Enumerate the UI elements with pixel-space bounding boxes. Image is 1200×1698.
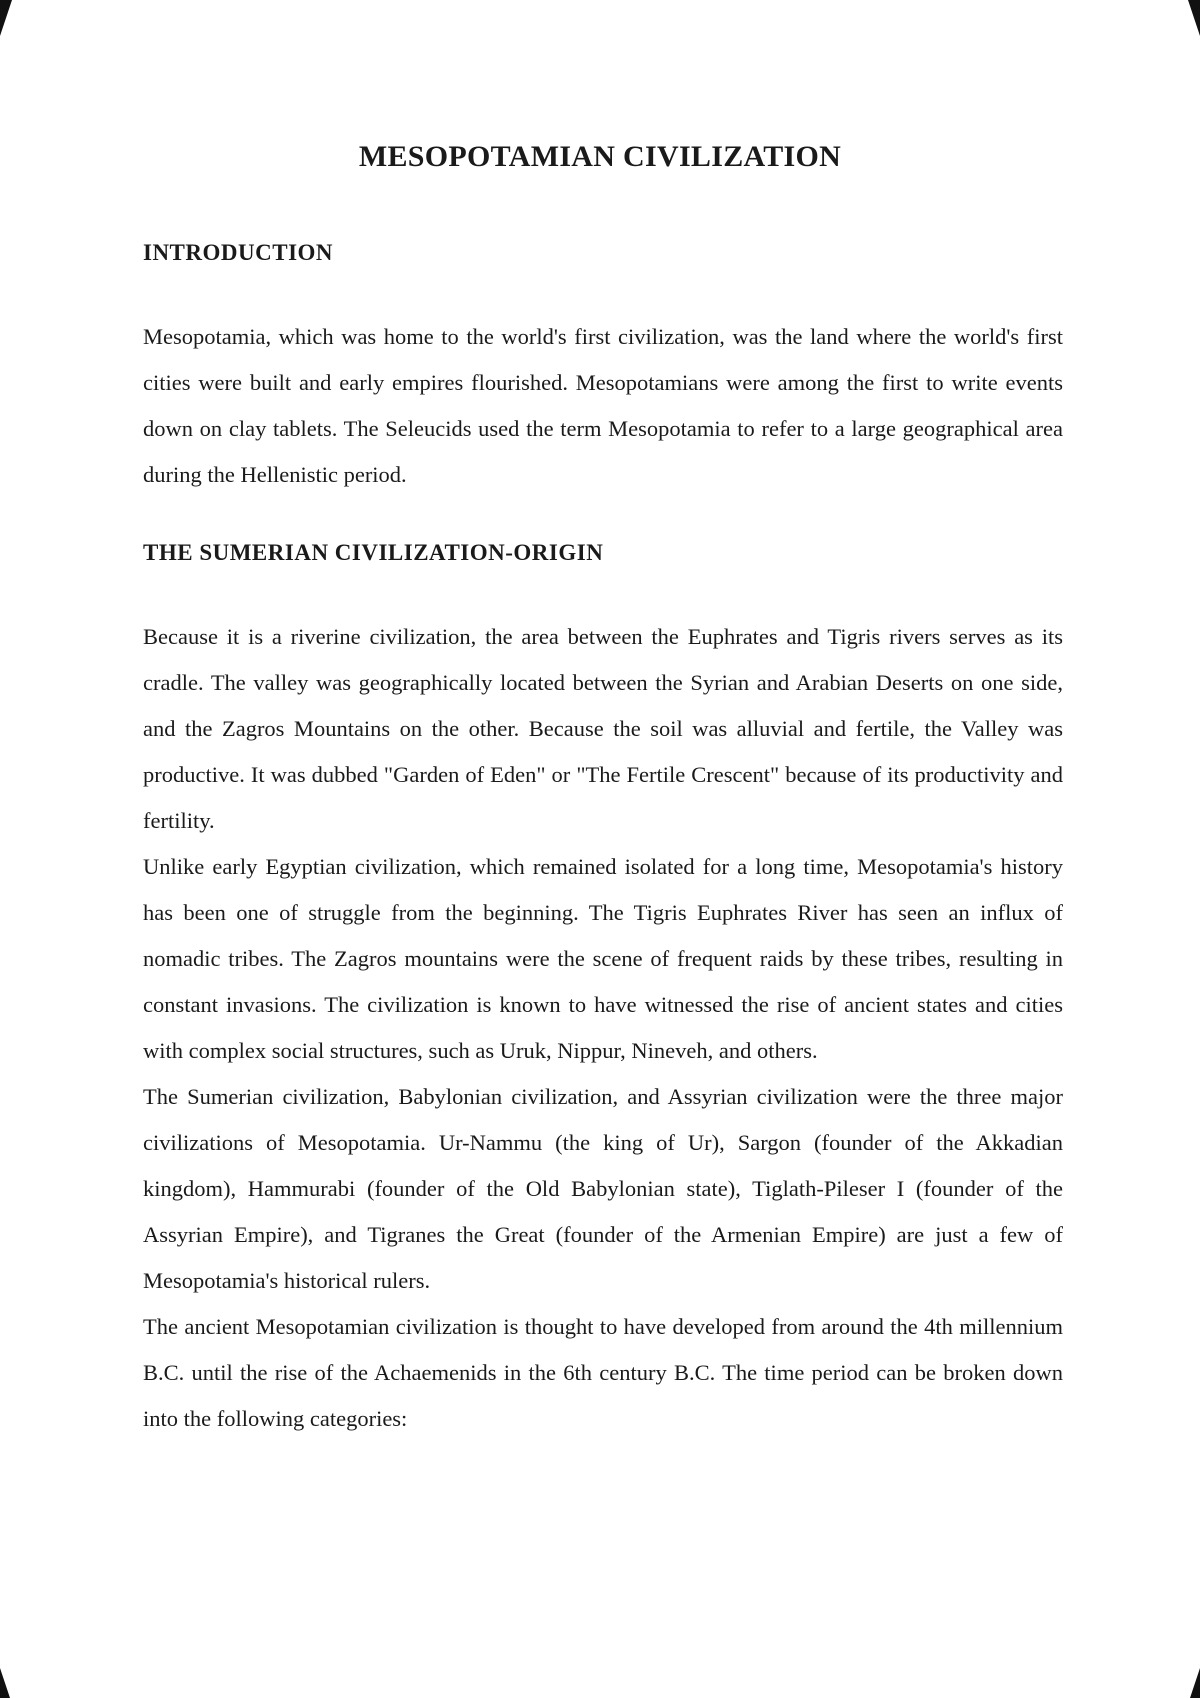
- scan-corner-top-right: [1188, 0, 1200, 36]
- page-title: MESOPOTAMIAN CIVILIZATION: [358, 140, 842, 173]
- scan-corner-top-left: [0, 0, 12, 36]
- section-heading-sumerian-origin: THE SUMERIAN CIVILIZATION-ORIGIN: [143, 540, 604, 565]
- sumerian-paragraph-geography: Because it is a riverine civilization, the area between the Euphrates and Tigris rivers serves as its cradle. The valley was geographically located between the Syrian and Arabian Deserts on one side, and the Zagros Mountains on the other. Because the soil was alluvial and fertile, the Valley was productive. It was dubbed "Garden of Eden" or "The Fertile Crescent" because of its productivity and fertility.: [143, 624, 1063, 833]
- section-heading-introduction: INTRODUCTION: [143, 240, 334, 265]
- sumerian-paragraph-periods: The ancient Mesopotamian civilization is thought to have developed from around the 4th millennium B.C. until the rise of the Achaemenids in the 6th century B.C. The time period can be broken down into the following categories:: [143, 1314, 1063, 1431]
- sumerian-paragraph-struggle: Unlike early Egyptian civilization, which remained isolated for a long time, Mesopotamia's history has been one of struggle from the beginning. The Tigris Euphrates River has seen an influx of nomadic tribes. The Zagros mountains were the scene of frequent raids by these tribes, resulting in constant invasions. The civilization is known to have witnessed the rise of ancient states and cities with complex social structures, such as Uruk, Nippur, Nineveh, and others.: [143, 854, 1063, 1063]
- scan-corner-bottom-left: [0, 1668, 10, 1698]
- introduction-paragraph: Mesopotamia, which was home to the world's first civilization, was the land where the world's first cities were built and early empires flourished. Mesopotamians were among the first to write events down on clay tablets. The Seleucids used the term Mesopotamia to refer to a large geographical area during the Hellenistic period.: [143, 324, 1063, 487]
- scan-corner-bottom-right: [1190, 1668, 1200, 1698]
- document-body: [143, 240, 1063, 1442]
- sumerian-paragraph-rulers: The Sumerian civilization, Babylonian civilization, and Assyrian civilization were the three major civilizations of Mesopotamia. Ur-Nammu (the king of Ur), Sargon (founder of the Akkadian kingdom), Hammurabi (founder of the Old Babylonian state), Tiglath-Pileser I (founder of the Assyrian Empire), and Tigranes the Great (founder of the Armenian Empire) are just a few of Mesopotamia's historical rulers.: [143, 1084, 1063, 1293]
